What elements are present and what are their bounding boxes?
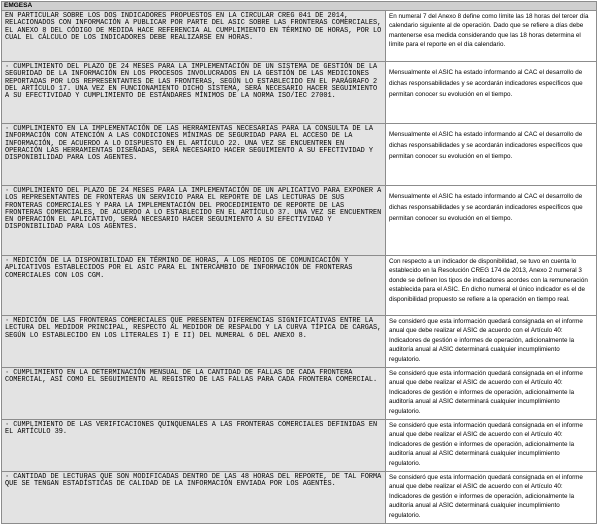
response-cell xyxy=(386,472,597,524)
comment-text: · CUMPLIMIENTO DE LAS VERIFICACIONES QUINQUENALES A LAS FRONTERAS COMERCIALES DEFINIDAS EN EL ARTÍCULO 39. xyxy=(5,421,378,437)
response-text: Se consideró que esta información quedará consignada en el informe anual que debe realizar el ASIC de acuerdo con el Artículo 40: Indicadores de gestión e informes de operación, adicionalmente la auditoría anual al ASIC determinará cualquier incumplimiento regulatorio. xyxy=(389,474,583,519)
table-row xyxy=(2,420,597,472)
response-text: Mensualmente el ASIC ha estado informando al CAC el desarrollo de dichas responsabilidades y se acordarán indicadores específicos que permitan conocer su evolución en el tiempo. xyxy=(389,193,583,222)
response-cell xyxy=(386,186,597,256)
table-row xyxy=(2,62,597,124)
comment-cell xyxy=(2,124,386,186)
table-row xyxy=(2,316,597,368)
response-text: Con respecto a un indicador de disponibilidad, se tuvo en cuenta lo establecido en la Resolución CREG 174 de 2013, Anexo 2 numeral 3 donde se definen los tipos de indicadores acordes con la remuneración establecida para el ASIC. En dicho numeral el único indicador es el de disponibilidad propuesto se refiere a la operación en tiempo real. xyxy=(389,258,588,303)
response-text: Mensualmente el ASIC ha estado informando al CAC el desarrollo de dichas responsabilidades y se acordarán indicadores específicos que permitan conocer su evolución en el tiempo. xyxy=(389,131,583,160)
header-cell xyxy=(2,2,597,11)
response-text: Se consideró que esta información quedará consignada en el informe anual que debe realizar el ASIC de acuerdo con el Artículo 40: Indicadores de gestión e informes de operación, adicionalmente la auditoría anual al ASIC determinará cualquier incumplimiento regulatorio. xyxy=(389,422,583,467)
comment-text: · CUMPLIMIENTO EN LA DETERMINACIÓN MENSUAL DE LA CANTIDAD DE FALLAS DE CADA FRONTERA COMERCIAL, ASÍ COMO EL SEGUIMIENTO AL REGISTRO DE LAS FALLAS PARA CADA FRONTERA COMERCIAL. xyxy=(5,369,378,385)
comment-cell xyxy=(2,256,386,316)
response-cell xyxy=(386,368,597,420)
table-row xyxy=(2,256,597,316)
response-cell xyxy=(386,11,597,62)
comment-cell xyxy=(2,11,386,62)
header-row xyxy=(2,2,597,11)
comment-cell xyxy=(2,62,386,124)
table-row xyxy=(2,472,597,524)
comment-text: · CUMPLIMIENTO EN LA IMPLEMENTACIÓN DE LAS HERRAMIENTAS NECESARIAS PARA LA CONSULTA DE LA INFORMACIÓN CON ATENCIÓN A LAS CONDICIONES MÍNIMAS DE SEGURIDAD PARA EL ACCESO DE LA INFORMACIÓN, DE ACUERDO A LO DISPUESTO EN EL ARTÍCULO 22. UNA VEZ SE ENCUENTREN EN OPERACIÓN LAS HERRAMIENTAS DISEÑADAS, SERÁ NECESARIO HACER SEGUIMIENTO A SU EFECTIVIDAD Y DISPONIBILIDAD PARA LOS AGENTES. xyxy=(5,125,374,163)
comment-cell xyxy=(2,420,386,472)
comment-cell xyxy=(2,368,386,420)
comment-cell xyxy=(2,316,386,368)
response-text: Mensualmente el ASIC ha estado informando al CAC el desarrollo de dichas responsabilidades y se acordarán indicadores específicos que permitan conocer su evolución en el tiempo. xyxy=(389,69,583,98)
table-row xyxy=(2,124,597,186)
response-cell xyxy=(386,316,597,368)
response-cell xyxy=(386,256,597,316)
response-text: En numeral 7 del Anexo 8 define como límite las 18 horas del tercer día calendario siguiente al de operación. Dado que se refiere a días debe mantenerse esa medida considerando que las 18 horas determina el límite para el reporte en el día calendario. xyxy=(389,13,589,49)
comments-table xyxy=(1,1,597,524)
table-row xyxy=(2,186,597,256)
comment-text: · CANTIDAD DE LECTURAS QUE SON MODIFICADAS DENTRO DE LAS 48 HORAS DEL REPORTE, DE TAL FORMA QUE SE TENGAN ESTADÍSTICAS DE CALIDAD DE LA INFORMACIÓN ENVIADA POR LOS AGENTES. xyxy=(5,473,382,489)
comment-text: · CUMPLIMIENTO DEL PLAZO DE 24 MESES PARA LA IMPLEMENTACIÓN DE UN APLICATIVO PARA EXPONER A LOS REPRESENTANTES DE FRONTERAS UN SERVICIO PARA EL REPORTE DE LAS LECTURAS DE SUS FRONTERAS COMERCIALES Y PARA LA IMPLEMENTACIÓN DEL PROCEDIMIENTO DE REPORTE DE LAS FRONTERAS COMERCIALES, DE ACUERDO A LO ESTABLECIDO EN EL ARTÍCULO 37. UNA VEZ SE ENCUENTREN EN OPERACIÓN EL APLICATIVO, SERÁ NECESARIO HACER SEGUIMIENTO A SU EFECTIVIDAD Y DISPONIBILIDAD PARA LOS AGENTES. xyxy=(5,187,382,232)
comment-cell xyxy=(2,472,386,524)
table-row xyxy=(2,368,597,420)
comments-table-container xyxy=(1,1,596,524)
response-cell xyxy=(386,62,597,124)
response-text: Se consideró que esta información quedará consignada en el informe anual que debe realizar el ASIC de acuerdo con el Artículo 40: Indicadores de gestión e informes de operación, adicionalmente la auditoría anual al ASIC determinará cualquier incumplimiento regulatorio. xyxy=(389,318,583,363)
response-cell xyxy=(386,124,597,186)
comment-text: · MEDICIÓN DE LAS FRONTERAS COMERCIALES QUE PRESENTEN DIFERENCIAS SIGNIFICATIVAS ENTRE LA LECTURA DEL MEDIDOR PRINCIPAL, RESPECTO AL MEDIDOR DE RESPALDO Y LA CURVA TÍPICA DE CARGAS, SEGÚN LO ESTABLECIDO EN LOS LITERALES I) E II) DEL NUMERAL 6 DEL ANEXO 8. xyxy=(5,317,382,340)
response-cell xyxy=(386,420,597,472)
comment-text: EN PARTICULAR SOBRE LOS DOS INDICADORES PROPUESTOS EN LA CIRCULAR CREG 041 DE 2014, RELACIONADOS CON INFORMACIÓN A PUBLICAR POR PARTE DEL ASIC SOBRE LAS FRONTERAS COMERCIALES, EL ANEXO 8 DEL CÓDIGO DE MEDIDA HACE REFERENCIA AL CUMPLIMIENTO EN TÉRMINO DE HORAS, POR LO CUAL EL CÁLCULO DE LOS INDICADORES DEBE REALIZARSE EN HORAS. xyxy=(5,12,382,42)
comment-text: · CUMPLIMIENTO DEL PLAZO DE 24 MESES PARA LA IMPLEMENTACIÓN DE UN SISTEMA DE GESTIÓN DE LA SEGURIDAD DE LA INFORMACIÓN EN LOS PROCESOS INVOLUCRADOS EN LA GESTIÓN DE LAS MEDICIONES REPORTADAS POR LOS REPRESENTANTES DE LAS FRONTERAS, SEGÚN LO ESTABLECIDO EN EL PARÁGRAFO 2 DEL ARTÍCULO 17. UNA VEZ EN FUNCIONAMIENTO DICHO SISTEMA, SERÁ NECESARIO HACER SEGUIMIENTO A SU EFECTIVIDAD Y CUMPLIMIENTO DE ESTÁNDARES MÍNIMOS DE LA NORMA ISO/IEC 27001. xyxy=(5,63,378,101)
response-text: Se consideró que esta información quedará consignada en el informe anual que debe realizar el ASIC de acuerdo con el Artículo 40: Indicadores de gestión e informes de operación, adicionalmente la auditoría anual al ASIC determinará cualquier incumplimiento regulatorio. xyxy=(389,370,583,415)
comment-cell xyxy=(2,186,386,256)
table-row xyxy=(2,11,597,62)
company-name: EMGESA xyxy=(4,2,33,9)
comment-text: · MEDICIÓN DE LA DISPONIBILIDAD EN TÉRMINO DE HORAS, A LOS MEDIOS DE COMUNICACIÓN Y APLICATIVOS ESTABLECIDOS POR EL ASIC PARA EL INTERCAMBIO DE INFORMACIÓN DE FRONTERAS COMERCIALES CON LOS CGM. xyxy=(5,257,353,280)
